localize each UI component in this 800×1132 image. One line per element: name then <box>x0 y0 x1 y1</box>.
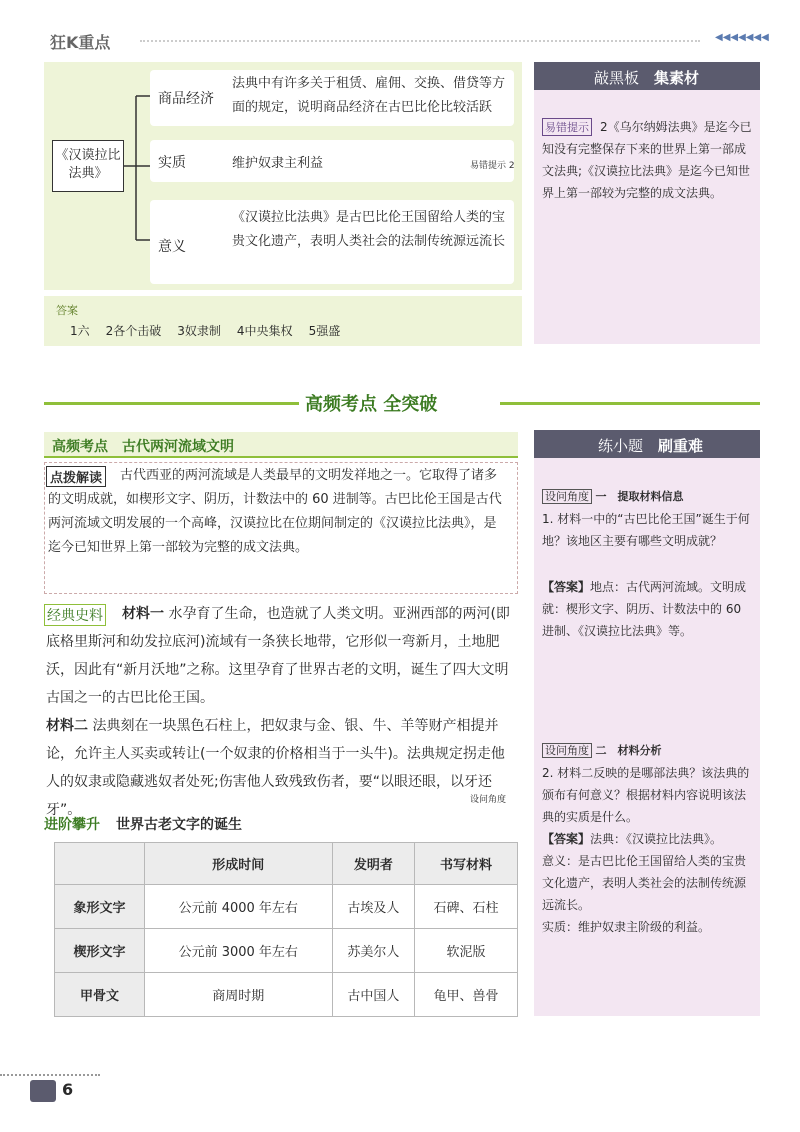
mindmap-branch-1-text: 法典中有许多关于租赁、雇佣、交换、借贷等方面的规定，说明商品经济在古巴比伦比较活跃 <box>232 76 506 115</box>
mindmap-branch-2 <box>150 140 514 182</box>
section-line-left <box>44 402 299 405</box>
read-text: 古代西亚的两河流域是人类最早的文明发祥地之一。它取得了诸多的文明成就，如楔形文字、阴历，计数法中的 60 进制等。古巴比伦王国是古代两河流域文明发展的一个高峰，汉谟拉比在位期间制定的《汉谟拉比法典》，是迄今已知世界上第一部较为完整的成文法典。 <box>48 468 502 555</box>
footer-page-icon <box>30 1080 56 1102</box>
answer-4: 4中央集权 <box>236 324 293 338</box>
table-row: 象形文字 公元前 4000 年左右 古埃及人 石碑、石柱 <box>55 885 518 929</box>
mindmap-root: 《汉谟拉比法典》 <box>52 140 124 192</box>
material-2-label: 材料二 <box>46 718 88 734</box>
header-logo: 狂K重点 <box>50 33 111 52</box>
material-label: 经典史料 <box>44 604 106 626</box>
practice-title: 练小题 刷重难 <box>534 430 760 458</box>
mindmap-branch-3-label: 意义 <box>158 239 186 255</box>
answer-3: 3奴隶制 <box>177 324 221 338</box>
material-1-text <box>46 600 518 712</box>
answer-5: 5强盛 <box>308 324 341 338</box>
answer-label: 答案 <box>56 304 78 317</box>
answer-list <box>70 322 340 339</box>
table-header-material: 书写材料 <box>415 843 518 885</box>
footer-dotted-line <box>0 1074 100 1076</box>
material-1-body: 水孕育了生命，也造就了人类文明。亚洲西部的两河(即底格里斯河和幼发拉底河)流域有一条狭长地带，它形似一弯新月，土地肥沃，因此有“新月沃地”之称。这里孕育了世界古老的文明，诞生了四大文明古国之一的古巴比伦王国。 <box>46 606 510 706</box>
advance-label: 进阶攀升 <box>44 817 100 833</box>
q2-answer: 【答案】法典：《汉谟拉比法典》。 意义：是古巴比伦王国留给人类的宝贵文化遗产，表明人类社会的法制传统源远流长。 实质：维护奴隶主阶级的利益。 <box>542 832 747 934</box>
q1-text: 1. 材料一中的“古巴比伦王国”诞生于何地？该地区主要有哪些文明成就？ <box>542 512 750 548</box>
header-dotted-line <box>140 40 700 42</box>
side-top-title: 敲黑板 集素材 <box>534 62 760 90</box>
mindmap-branch-1-label: 商品经济 <box>158 91 214 107</box>
advance-title: 世界古老文字的诞生 <box>116 817 242 833</box>
table-header-inventor: 发明者 <box>332 843 415 885</box>
mindmap-branch-2-text: 维护奴隶主利益 <box>232 156 324 171</box>
section-title: 高频考点 全突破 <box>305 394 438 415</box>
q2-angle: 设问角度 二 材料分析 <box>542 742 662 758</box>
q1-angle: 设问角度 一 提取材料信息 <box>542 488 684 504</box>
answer-1: 1六 <box>70 324 90 338</box>
q2-text: 2. 材料二反映的是哪部法典？该法典的颁布有何意义？根据材料内容说明该法典的实质是什么。 <box>542 766 750 824</box>
table-header-time: 形成时间 <box>145 843 333 885</box>
q1-answer: 【答案】地点：古代两河流域。文明成就：楔形文字、阴历、计数法中的 60 进制、《汉谟拉比法典》等。 <box>542 580 747 638</box>
answer-2: 2各个击破 <box>105 324 162 338</box>
table-row: 楔形文字 公元前 3000 年左右 苏美尔人 软泥版 <box>55 929 518 973</box>
material-2-text <box>46 712 518 824</box>
side-top-tip-label: 易错提示 <box>542 118 592 136</box>
mindmap-branch-2-note: 易错提示 2 <box>470 161 515 171</box>
read-label: 点拨解读 <box>46 466 106 487</box>
mindmap-branch-2-label: 实质 <box>158 155 186 171</box>
material-1-label: 材料一 <box>122 606 164 622</box>
mindmap-branch-3-text: 《汉谟拉比法典》是古巴比伦王国留给人类的宝贵文化遗产，表明人类社会的法制传统源远流长 <box>232 210 506 249</box>
material-2-body: 法典刻在一块黑色石柱上，把奴隶与金、银、牛、羊等财产相提并论，允许主人买卖或转让(一个奴隶的价格相当于一头牛)。法典规定拐走他人的奴隶或隐藏逃奴者处死;伤害他人致残致伤者，要“以眼还眼，以牙还牙”。 <box>46 718 505 818</box>
side-top-tip-text: 2《乌尔纳姆法典》是迄今已知没有完整保存下来的世界上第一部成文法典;《汉谟拉比法典》是迄今已知世界上第一部较为完整的成文法典。 <box>542 120 752 200</box>
footer-page-number: 6 <box>62 1080 74 1099</box>
material-note: 设问角度 <box>470 795 507 805</box>
writing-table <box>54 842 518 1017</box>
table-corner <box>55 843 145 885</box>
section-line-right <box>500 402 760 405</box>
topic-title: 高频考点 古代两河流域文明 <box>52 439 234 455</box>
header-arrows: ◀◀◀◀◀◀◀ <box>715 32 769 43</box>
table-row: 甲骨文 商周时期 古中国人 龟甲、兽骨 <box>55 973 518 1017</box>
